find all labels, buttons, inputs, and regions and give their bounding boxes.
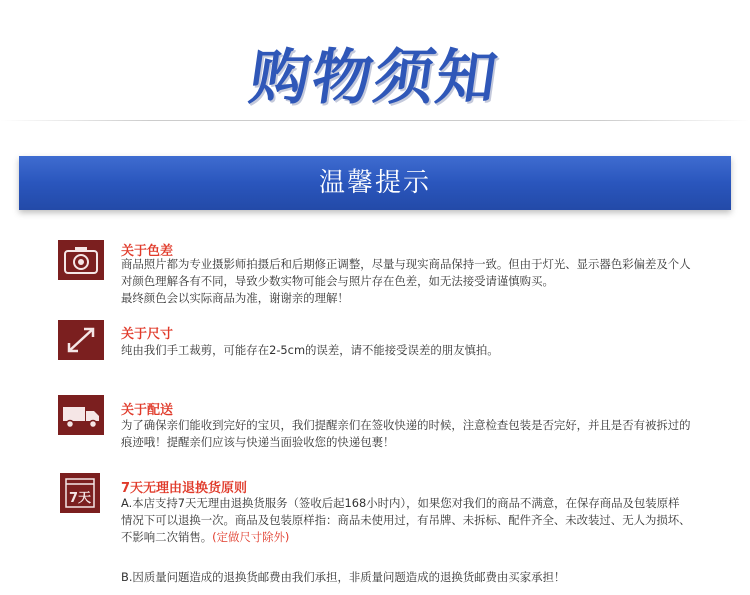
truck-icon: [58, 395, 104, 435]
section-title: 关于配送: [121, 403, 174, 418]
camera-icon: [58, 240, 104, 280]
body-line: 痕迹哦！提醒亲们应该与快递当面验收您的快递包裹！: [121, 435, 395, 449]
tips-banner: [19, 156, 731, 210]
section-body: [121, 256, 721, 307]
banner-title: 温馨提示: [318, 168, 431, 198]
section-title: 关于色差: [121, 244, 174, 259]
section-title: 7天无理由退换货原则: [121, 481, 248, 496]
seven-day-icon-label: 7天: [68, 491, 92, 506]
body-line: 对颜色理解各有不同，导致少数实物可能会与照片存在色差，如无法接受请谨慎购买。: [121, 274, 554, 288]
body-line-with-note: [121, 529, 721, 546]
shipping-cost-note: B.因质量问题造成的退换货邮费由我们承担，非质量问题造成的退换货邮费由买家承担！: [121, 570, 566, 584]
body-line: 情况下可以退换一次。商品及包装原样指：商品未使用过，有吊牌、未拆标、配件齐全、未改装过、无人为损坏、: [121, 513, 691, 527]
section-body: [121, 417, 721, 451]
body-line: A.本店支持7天无理由退换货服务（签收后起168小时内），如果您对我们的商品不满意，在保存商品及包装原样: [121, 496, 680, 510]
section-title: 关于尺寸: [121, 327, 174, 342]
seven-day-return-icon: [60, 473, 100, 513]
body-line: 最终颜色会以实际商品为准，谢谢亲的理解！: [121, 291, 349, 305]
body-line: 商品照片都为专业摄影师拍摄后和后期修正调整，尽量与现实商品保持一致。但由于灯光、显示器色彩偏差及个人: [121, 257, 691, 271]
custom-size-note: (定做尺寸除外): [212, 530, 290, 544]
page-title: 购物须知: [245, 43, 504, 113]
section-body: [121, 342, 721, 359]
body-line: 为了确保亲们能收到完好的宝贝，我们提醒亲们在签收快递的时候，注意检查包装是否完好，并且是否有被拆过的: [121, 418, 691, 432]
body-line: 不影响二次销售。: [121, 530, 213, 544]
title-divider: [0, 120, 750, 121]
section-body: [121, 495, 721, 546]
resize-arrow-icon: [58, 320, 104, 360]
body-line: 纯由我们手工裁剪，可能存在2-5cm的误差，请不能接受误差的朋友慎拍。: [121, 343, 499, 357]
